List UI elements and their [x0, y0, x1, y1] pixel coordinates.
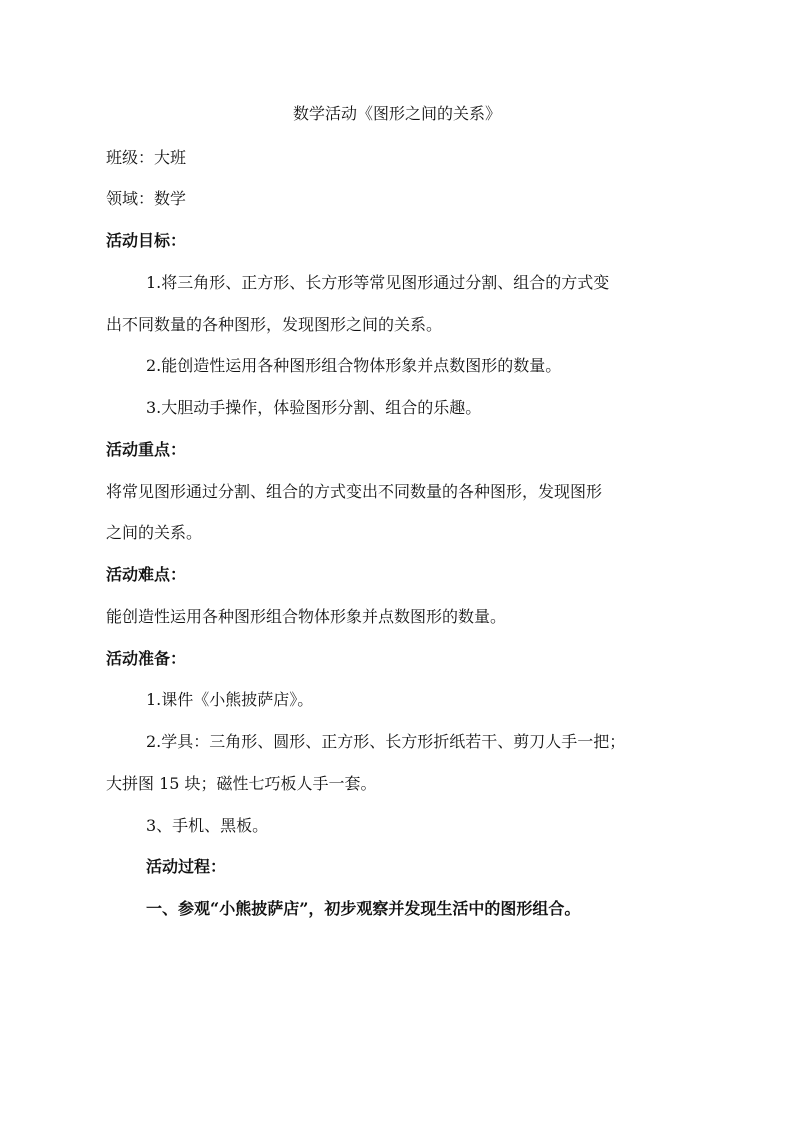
- prep-item-2: 2.学具：三角形、圆形、正方形、长方形折纸若干、剪刀人手一把；: [146, 732, 626, 751]
- key-point-line-1: 将常见图形通过分割、组合的方式变出不同数量的各种图形，发现图形: [106, 482, 603, 501]
- key-point-line-2: 之间的关系。: [106, 523, 203, 542]
- goal-item-2: 2.能创造性运用各种图形组合物体形象并点数图形的数量。: [146, 356, 562, 375]
- prep-heading: 活动准备：: [106, 649, 187, 668]
- key-heading: 活动重点：: [106, 440, 187, 459]
- difficulty-text: 能创造性运用各种图形组合物体形象并点数图形的数量。: [106, 607, 507, 626]
- goal-item-3: 3.大胆动手操作，体验图形分割、组合的乐趣。: [146, 398, 482, 417]
- prep-item-3: 3、手机、黑板。: [146, 816, 269, 835]
- goal-item-1: 1.将三角形、正方形、长方形等常见图形通过分割、组合的方式变: [146, 273, 610, 292]
- goal-item-1-continued: 出不同数量的各种图形，发现图形之间的关系。: [106, 315, 443, 334]
- difficulty-heading: 活动难点：: [106, 565, 187, 584]
- prep-item-1: 1.课件《小熊披萨店》。: [146, 690, 314, 709]
- document-title: 数学活动《图形之间的关系》: [292, 104, 501, 123]
- class-line: 班级：大班: [106, 148, 187, 167]
- prep-item-2-continued: 大拼图 15 块；磁性七巧板人手一套。: [106, 774, 377, 793]
- domain-line: 领域：数学: [106, 189, 187, 208]
- process-step-1: 一、参观“小熊披萨店”，初步观察并发现生活中的图形组合。: [146, 899, 581, 918]
- process-heading: 活动过程：: [146, 857, 227, 876]
- goals-heading: 活动目标：: [106, 231, 187, 250]
